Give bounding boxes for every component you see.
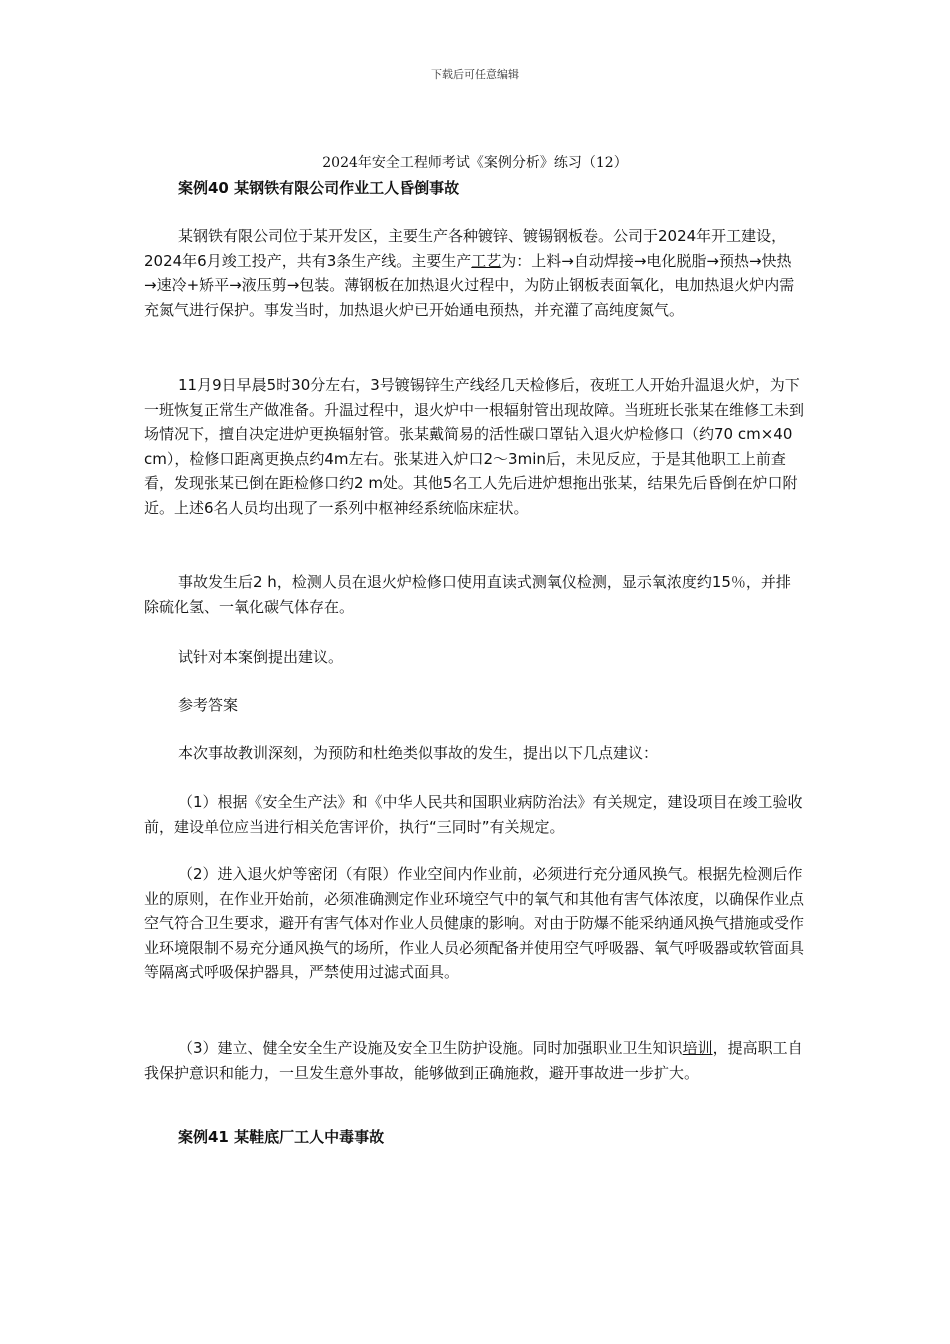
process-link[interactable]: 工艺 (471, 251, 502, 270)
training-link[interactable]: 培训 (682, 1039, 713, 1057)
document-title: 2024年安全工程师考试《案例分析》练习（12） (322, 155, 628, 171)
paragraph-1-text-a: 某钢铁有限公司位于某开发区，主要生产各种镀锌、镀锡钢板卷。公司于2024年开工建设，2024年6月竣工投产，共有3条生产线。主要生产 (144, 227, 787, 270)
paragraph-4 (144, 645, 804, 670)
suggestion-2: （2）进入退火炉等密闭（有限）作业空间内作业前，必须进行充分通风换气。根据先检测后作业的原则，在作业开始前，必须准确测定作业环境空气中的氧气和其他有害气体浓度，以确保作业点空气符合卫生要求，避开有害气体对作业人员健康的影响。对由于防爆不能采纳通风换气措施或受作业环境限制不易充分通风换气的场所，作业人员必须配备并使用空气呼吸器、氧气呼吸器或软管面具等隔离式呼吸保护器具，严禁使用过滤式面具。 (144, 865, 805, 981)
suggestion-3-text-b: ，提高职工自我保护意识和能力，一旦发生意外事故，能够做到正确施救，避开事故进一步扩大。 (144, 1039, 803, 1082)
paragraph-1-text-b: 为：上料→自动焊接→电化脱脂→预热→快热→速冷+矫平→液压剪→包装。薄钢板在加热退火过程中，为防止钢板表面氧化，电加热退火炉内需充氮气进行保护。事发当时，加热退火炉已开始通电预热，并充灌了高纯度氮气。 (144, 251, 795, 319)
paragraph-7 (144, 790, 804, 839)
answer-label: 参考答案 (178, 696, 239, 714)
page-header: 下载后可任意编辑 (431, 68, 519, 81)
paragraph-3 (144, 570, 804, 619)
paragraph-6-text: 本次事故教训深刻，为预防和杜绝类似事故的发生，提出以下几点建议： (178, 744, 659, 762)
paragraph-9 (144, 1036, 804, 1085)
case-41-heading: 案例41 某鞋底厂工人中毒事故 (178, 1128, 385, 1146)
paragraph-1 (144, 224, 804, 322)
paragraph-2 (144, 373, 804, 520)
paragraph-8 (144, 862, 804, 985)
paragraph-5 (144, 693, 804, 718)
suggestion-3-text-a: （3）建立、健全安全生产设施及安全卫生防护设施。同时加强职业卫生知识 (178, 1039, 683, 1057)
paragraph-2-text: 11月9日早晨5时30分左右，3号镀锡锌生产线经几天检修后，夜班工人开始升温退火炉，为下一班恢复正常生产做准备。升温过程中，退火炉中一根辐射管出现故障。当班班长张某在维修工未到场情况下，擅自决定进炉更换辐射管。张某戴简易的活性碳口罩钻入退火炉检修口（约70 cm×40 cm），检修口距离更换点约4m左右。张某进入炉口2～3min后，未见反应，于是其他职工上前查看，发现张某已倒在距检修口约2 m处。其他5名工人先后进炉想拖出张某，结果先后昏倒在炉口附近。上述6名人员均出现了一系列中枢神经系统临床症状。 (144, 376, 805, 517)
suggestion-1: （1）根据《安全生产法》和《中华人民共和国职业病防治法》有关规定，建设项目在竣工验收前，建设单位应当进行相关危害评价，执行“三同时”有关规定。 (144, 793, 803, 836)
paragraph-6 (144, 741, 804, 766)
paragraph-4-text: 试针对本案倒提出建议。 (178, 648, 344, 666)
case-40-heading: 案例40 某钢铁有限公司作业工人昏倒事故 (178, 179, 460, 197)
paragraph-3-text: 事故发生后2 h，检测人员在退火炉检修口使用直读式测氧仪检测，显示氧浓度约15％，并排除硫化氢、一氧化碳气体存在。 (144, 573, 791, 616)
